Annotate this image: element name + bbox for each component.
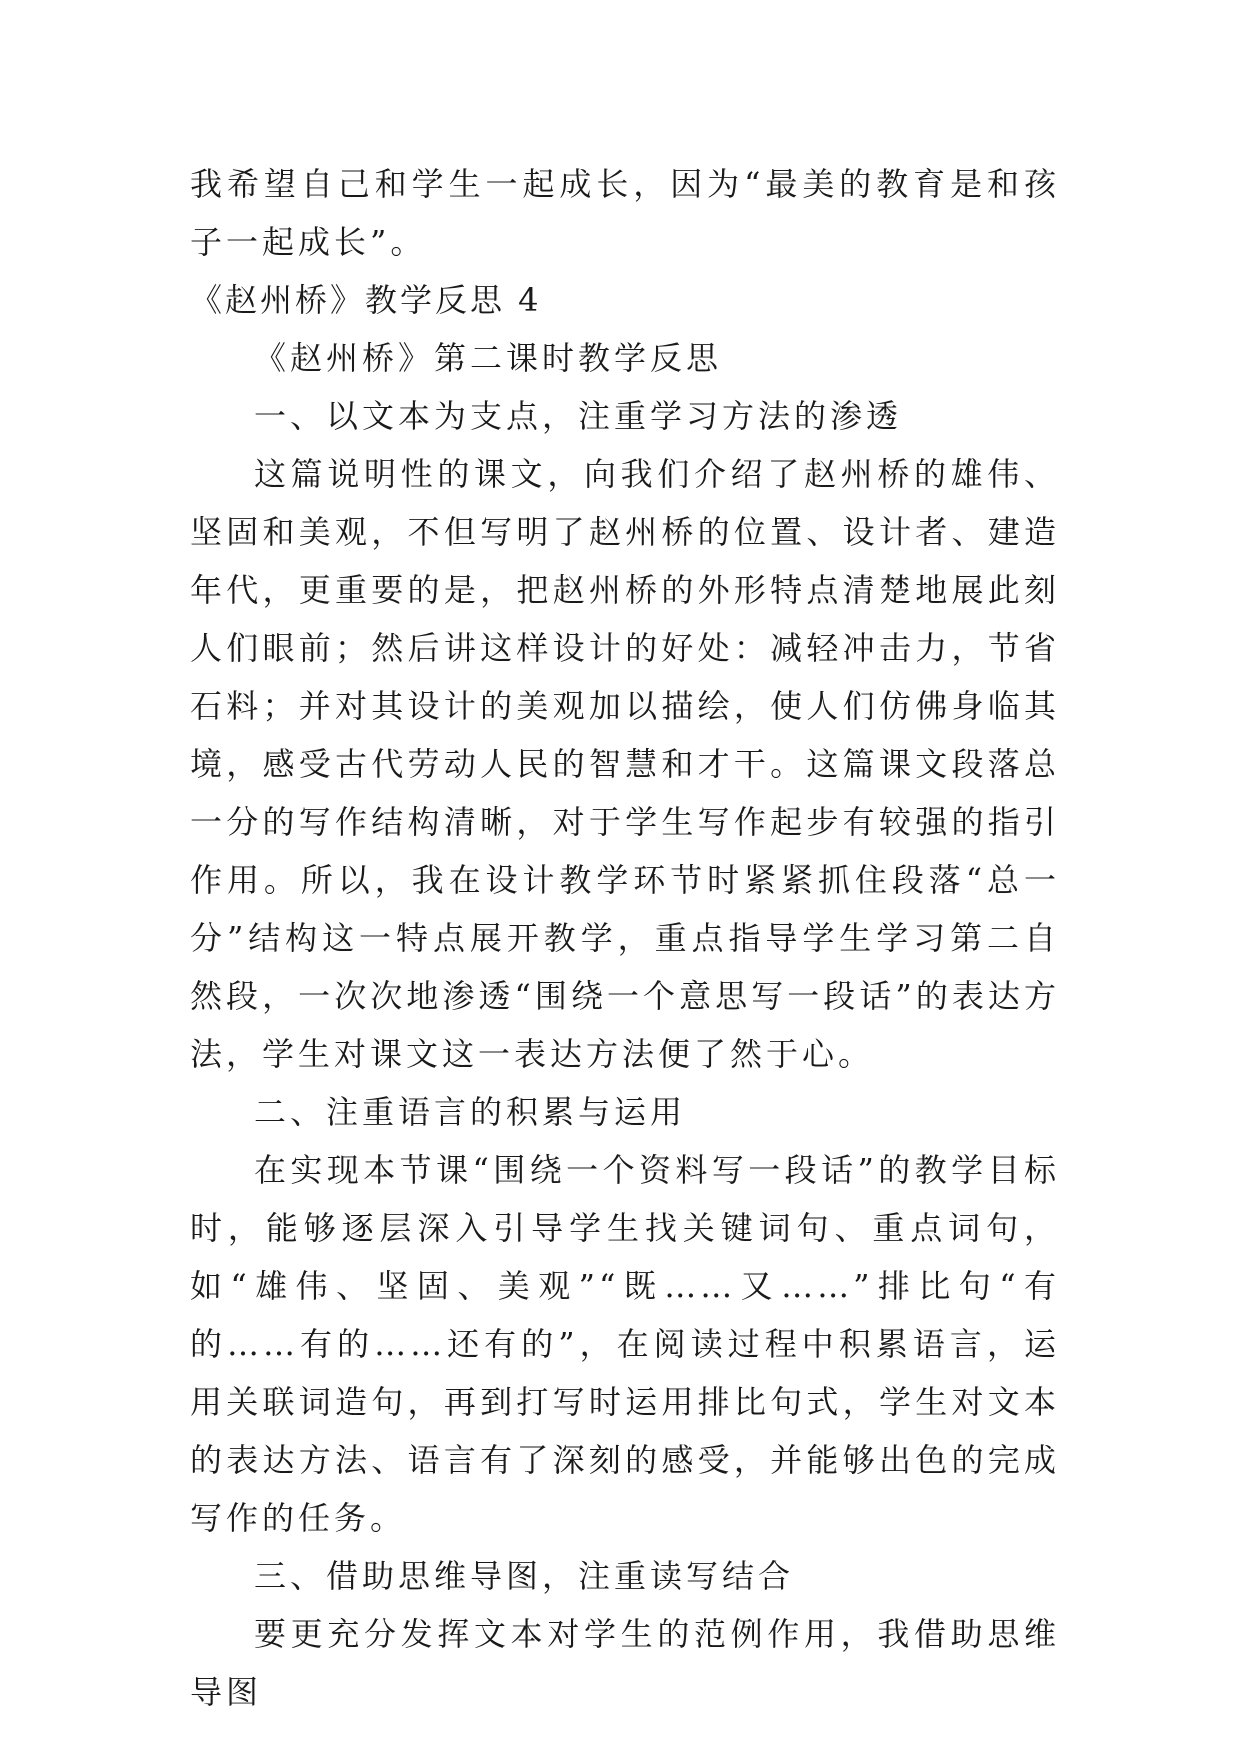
heading-two: 二、注重语言的积累与运用: [254, 1093, 687, 1131]
paragraph-closing-line: 我希望自己和学生一起成长，因为“最美的教育是和孩子一起成长”。: [190, 165, 1060, 261]
document-body: [190, 155, 1060, 1721]
heading-one: 一、以文本为支点，注重学习方法的渗透: [254, 397, 903, 435]
paragraph-one: 这篇说明性的课文，向我们介绍了赵州桥的雄伟、坚固和美观，不但写明了赵州桥的位置、设计者、建造年代，更重要的是，把赵州桥的外形特点清楚地展此刻人们眼前；然后讲这样设计的好处：减轻冲击力，节省石料；并对其设计的美观加以描绘，使人们仿佛身临其境，感受古代劳动人民的智慧和才干。这篇课文段落总一分的写作结构清晰，对于学生写作起步有较强的指引作用。所以，我在设计教学环节时紧紧抓住段落“总一分”结构这一特点展开教学，重点指导学生学习第二自然段，一次次地渗透“围绕一个意思写一段话”的表达方法，学生对课文这一表达方法便了然于心。: [190, 455, 1060, 1073]
paragraph-three: 要更充分发挥文本对学生的范例作用，我借助思维导图: [190, 1615, 1060, 1711]
paragraph-two: 在实现本节课“围绕一个资料写一段话”的教学目标时，能够逐层深入引导学生找关键词句、重点词句，如“雄伟、坚固、美观”“既……又……”排比句“有的……有的……还有的”，在阅读过程中积累语言，运用关联词造句，再到打写时运用排比句式，学生对文本的表达方法、语言有了深刻的感受，并能够出色的完成写作的任务。: [190, 1151, 1060, 1537]
section-title: 《赵州桥》教学反思 4: [190, 281, 542, 319]
subtitle: 《赵州桥》第二课时教学反思: [254, 339, 723, 377]
heading-three: 三、借助思维导图，注重读写结合: [254, 1557, 795, 1595]
